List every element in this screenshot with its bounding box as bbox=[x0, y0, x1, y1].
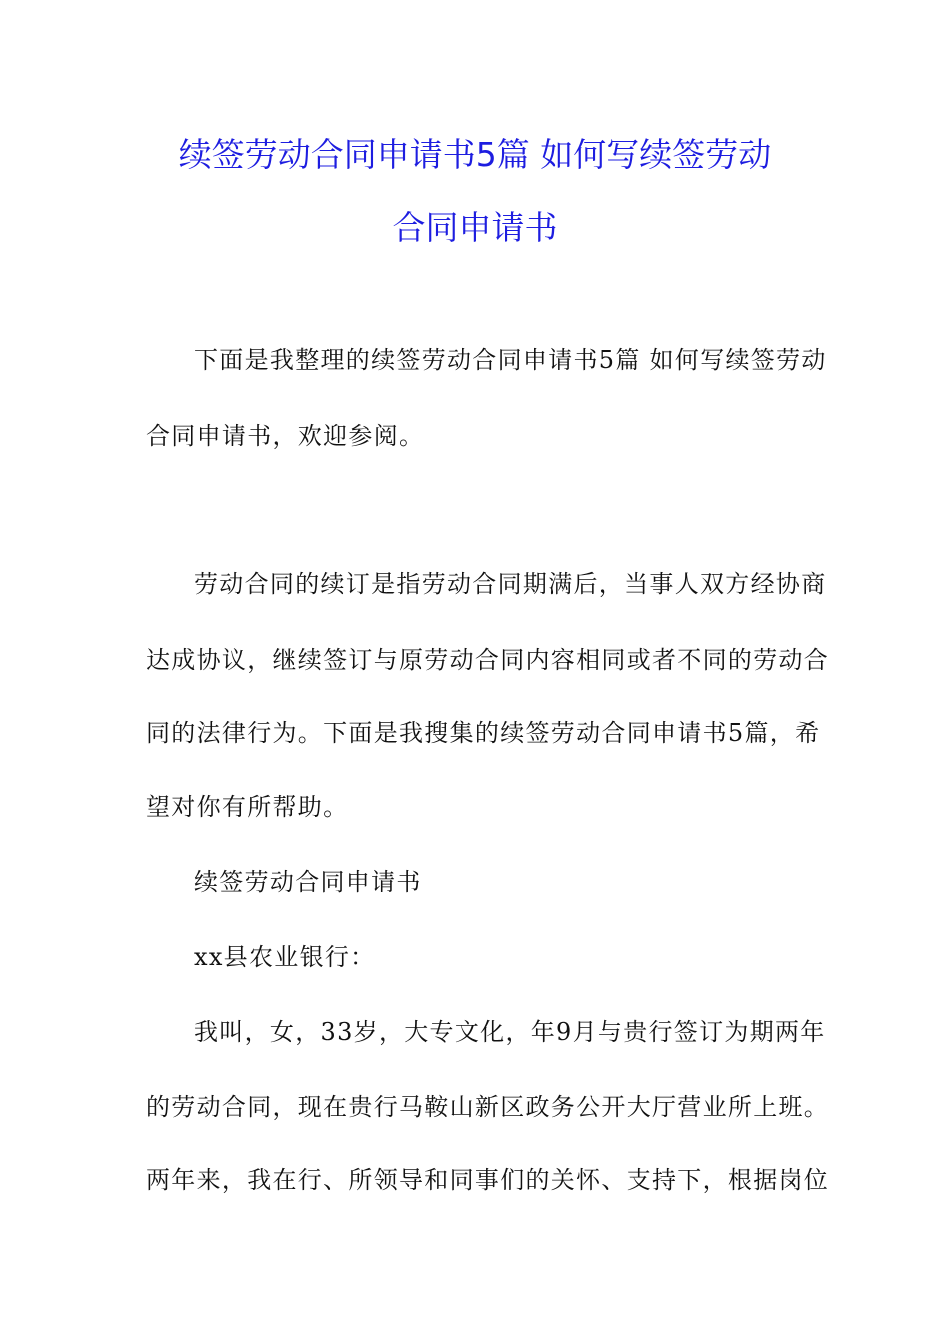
letter-recipient: xx县农业银行： bbox=[194, 943, 376, 971]
intro-paragraph-line-1: 下面是我整理的续签劳动合同申请书5篇 如何写续签劳动 bbox=[194, 346, 827, 374]
intro-paragraph-line-2: 合同申请书，欢迎参阅。 bbox=[146, 422, 425, 450]
body-paragraph-line-1: 劳动合同的续订是指劳动合同期满后，当事人双方经协商 bbox=[194, 570, 827, 598]
body-paragraph-line-2: 达成协议，继续签订与原劳动合同内容相同或者不同的劳动合 bbox=[146, 646, 830, 674]
letter-paragraph-line-3: 两年来，我在行、所领导和同事们的关怀、支持下，根据岗位 bbox=[146, 1166, 830, 1194]
body-paragraph-line-4: 望对你有所帮助。 bbox=[146, 793, 349, 821]
body-paragraph-line-3: 同的法律行为。下面是我搜集的续签劳动合同申请书5篇，希 bbox=[146, 719, 821, 747]
letter-paragraph-line-1: 我叫，女，33岁，大专文化，年9月与贵行签订为期两年 bbox=[194, 1018, 826, 1046]
document-title-line-1: 续签劳动合同申请书5篇 如何写续签劳动 bbox=[178, 135, 772, 174]
letter-paragraph-line-2: 的劳动合同，现在贵行马鞍山新区政务公开大厅营业所上班。 bbox=[146, 1093, 830, 1121]
letter-heading: 续签劳动合同申请书 bbox=[194, 868, 422, 896]
document-title-line-2: 合同申请书 bbox=[392, 208, 558, 247]
